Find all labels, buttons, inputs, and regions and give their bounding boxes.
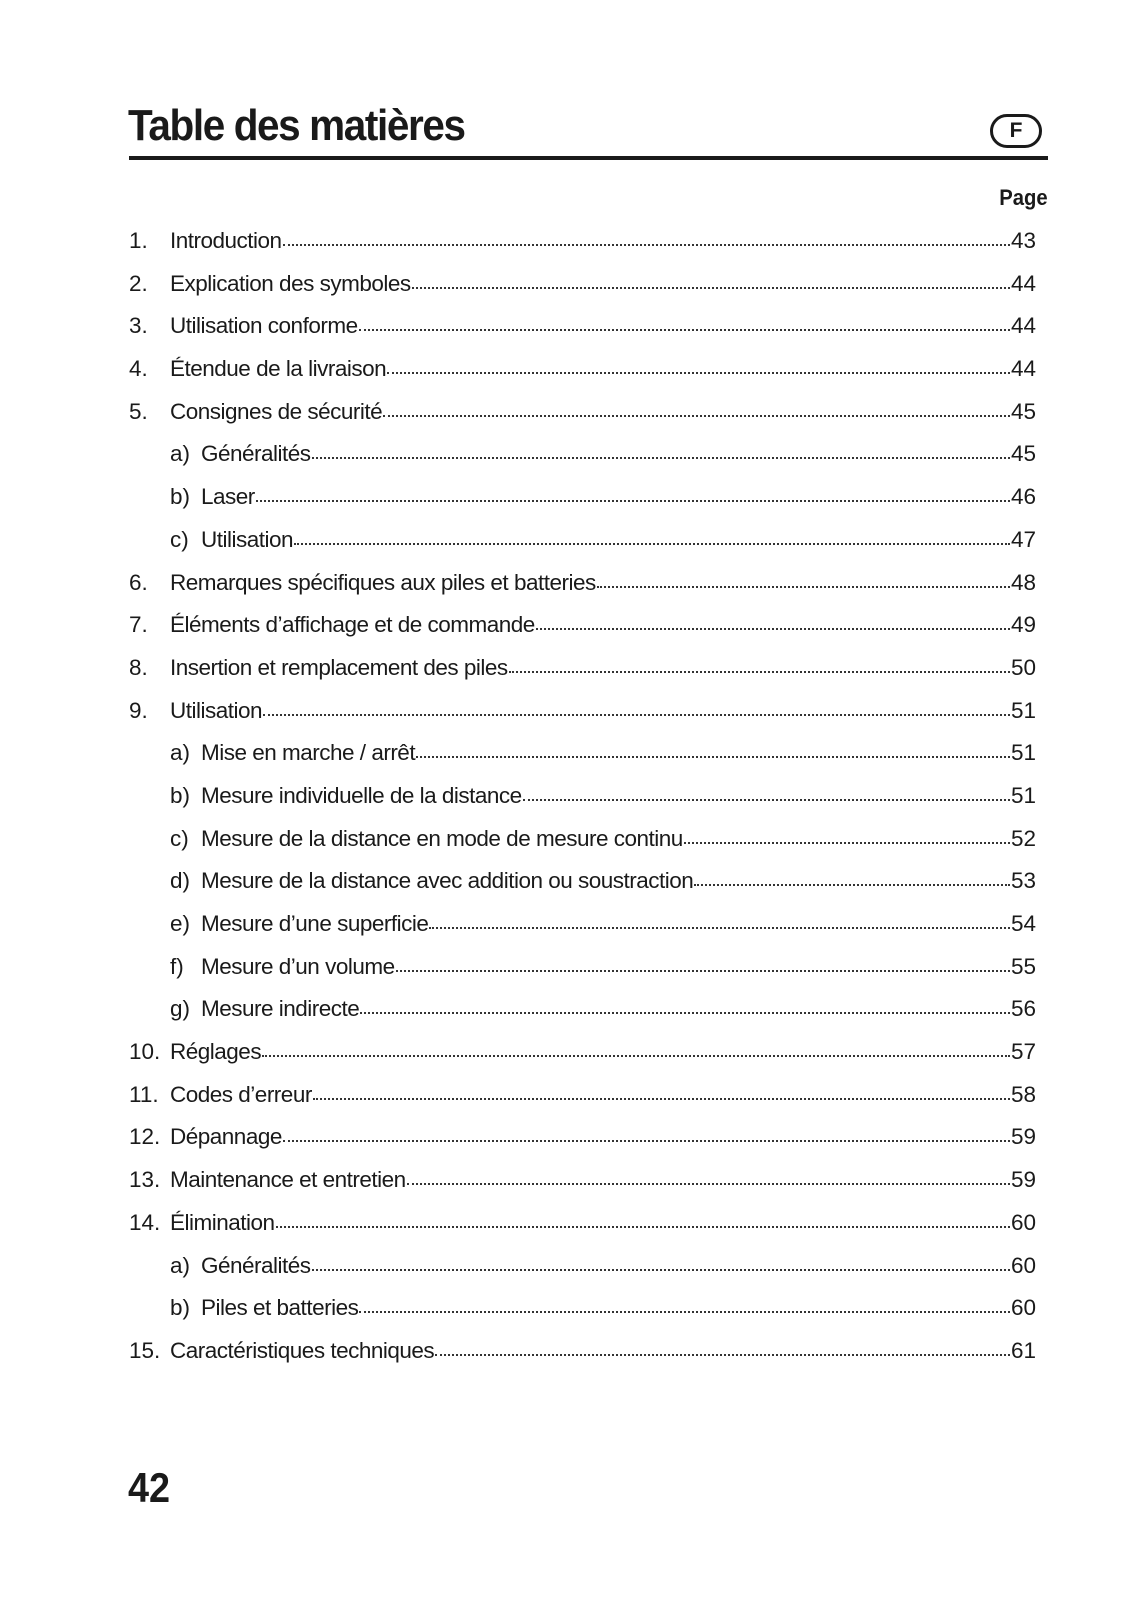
toc-entry-label: Laser: [201, 484, 255, 510]
toc-entry-label: Utilisation: [170, 697, 263, 723]
language-badge: F: [990, 114, 1042, 148]
toc-entry-number: 7.: [129, 612, 148, 638]
page-column-label: Page: [999, 185, 1048, 210]
toc-entry-number: c): [170, 526, 189, 552]
toc-entry-page: 56: [1010, 996, 1036, 1022]
toc-entry-number: 3.: [129, 313, 148, 339]
toc-entry-number: c): [170, 825, 189, 851]
dot-leader: [407, 1183, 1010, 1185]
dot-leader: [416, 756, 1010, 758]
dot-leader: [294, 543, 1010, 545]
toc-entry-label: Généralités: [201, 441, 311, 467]
page-number: 42: [128, 1464, 171, 1511]
toc-entry-page: 51: [1010, 782, 1036, 808]
toc-entry-number: a): [170, 441, 191, 467]
toc-entry-label: Utilisation conforme: [170, 313, 358, 339]
toc-entry-page: 47: [1010, 526, 1036, 552]
dot-leader: [283, 1140, 1010, 1142]
dot-leader: [429, 927, 1010, 929]
dot-leader: [684, 842, 1010, 844]
toc-entry-page: 55: [1010, 953, 1036, 979]
toc-entry-label: Mesure individuelle de la distance: [201, 782, 522, 808]
toc-entry-number: g): [170, 996, 191, 1022]
toc-entry-number: 8.: [129, 654, 148, 680]
toc-entry-number: b): [170, 782, 191, 808]
toc-entry[interactable]: [129, 356, 1036, 399]
toc-entry-number: 12.: [129, 1124, 161, 1150]
toc-entry-page: 45: [1010, 398, 1036, 424]
toc-subentry[interactable]: [129, 954, 1036, 997]
toc-entry-page: 51: [1010, 697, 1036, 723]
toc-entry-page: 44: [1010, 313, 1036, 339]
toc-entry[interactable]: [129, 698, 1036, 741]
title-rule: [129, 156, 1048, 160]
dot-leader: [536, 628, 1010, 630]
toc-entry-number: b): [170, 484, 191, 510]
toc-entry-label: Généralités: [201, 1252, 311, 1278]
toc-entry-page: 43: [1010, 228, 1036, 253]
dot-leader: [262, 1055, 1010, 1057]
toc-subentry[interactable]: [129, 484, 1036, 527]
toc-entry[interactable]: [129, 570, 1036, 613]
toc-entry-label: Utilisation: [201, 526, 294, 552]
toc-entry-label: Introduction: [170, 228, 282, 253]
toc-entry-number: 2.: [129, 270, 148, 296]
toc-subentry[interactable]: [129, 826, 1036, 869]
toc-entry-number: a): [170, 740, 191, 766]
dot-leader: [435, 1354, 1010, 1356]
toc-entry[interactable]: [129, 1124, 1036, 1167]
toc-entry-label: Éléments d’affichage et de commande: [170, 612, 535, 638]
toc-entry-number: f): [170, 953, 184, 979]
toc-subentry[interactable]: [129, 911, 1036, 954]
toc-entry-number: 10.: [129, 1039, 161, 1065]
toc-entry[interactable]: [129, 1039, 1036, 1082]
toc-subentry[interactable]: [129, 1295, 1036, 1338]
toc-entry-page: 49: [1010, 612, 1036, 638]
toc-entry-page: 45: [1010, 441, 1036, 467]
toc-entry-number: e): [170, 911, 191, 936]
toc-entry-label: Mesure indirecte: [201, 996, 360, 1022]
page-title: Table des matières: [128, 101, 465, 150]
toc-entry-page: 50: [1010, 654, 1036, 680]
toc-entry-page: 54: [1010, 911, 1036, 936]
toc-entry-label: Mesure d’une superficie: [201, 911, 429, 936]
toc-entry-page: 57: [1010, 1039, 1036, 1065]
table-of-contents: [129, 228, 1036, 1381]
dot-leader: [412, 287, 1010, 289]
toc-entry-page: 44: [1010, 270, 1036, 296]
toc-entry-label: Piles et batteries: [201, 1295, 359, 1321]
toc-entry-page: 60: [1010, 1209, 1036, 1235]
toc-entry-number: 11.: [129, 1081, 159, 1107]
dot-leader: [387, 372, 1010, 374]
toc-entry[interactable]: [129, 1210, 1036, 1253]
dot-leader: [283, 244, 1010, 246]
toc-entry-page: 60: [1010, 1295, 1036, 1321]
dot-leader: [597, 586, 1010, 588]
toc-entry-page: 60: [1010, 1252, 1036, 1278]
dot-leader: [359, 1311, 1010, 1313]
dot-leader: [312, 457, 1010, 459]
toc-entry-page: 46: [1010, 484, 1036, 510]
toc-entry-number: 5.: [129, 398, 148, 424]
toc-entry-number: a): [170, 1252, 191, 1278]
dot-leader: [509, 671, 1010, 673]
toc-entry-page: 59: [1010, 1124, 1036, 1150]
toc-entry-label: Remarques spécifiques aux piles et batteries: [170, 569, 596, 595]
dot-leader: [256, 500, 1010, 502]
dot-leader: [396, 970, 1010, 972]
toc-entry-page: 44: [1010, 356, 1036, 382]
toc-entry-number: 15.: [129, 1337, 161, 1363]
toc-entry[interactable]: [129, 655, 1036, 698]
toc-entry-label: Caractéristiques techniques: [170, 1337, 435, 1363]
dot-leader: [694, 884, 1010, 886]
dot-leader: [312, 1269, 1010, 1271]
toc-entry-label: Consignes de sécurité: [170, 398, 383, 424]
toc-entry-number: b): [170, 1295, 191, 1321]
toc-entry-number: 6.: [129, 569, 148, 595]
toc-entry-label: Étendue de la livraison: [170, 356, 387, 382]
toc-subentry[interactable]: [129, 1253, 1036, 1296]
toc-entry-number: 13.: [129, 1167, 161, 1193]
toc-entry-page: 48: [1010, 569, 1036, 595]
toc-entry[interactable]: [129, 1167, 1036, 1210]
toc-subentry[interactable]: [129, 996, 1036, 1039]
toc-entry[interactable]: [129, 1082, 1036, 1125]
toc-entry-page: 59: [1010, 1167, 1036, 1193]
dot-leader: [313, 1098, 1010, 1100]
toc-entry-label: Maintenance et entretien: [170, 1167, 406, 1193]
toc-entry-number: 1.: [129, 228, 148, 253]
toc-entry-label: Mesure de la distance en mode de mesure continu: [201, 825, 683, 851]
toc-entry-label: Réglages: [170, 1039, 262, 1065]
toc-subentry[interactable]: [129, 783, 1036, 826]
toc-entry[interactable]: [129, 228, 1036, 271]
toc-entry[interactable]: [129, 399, 1036, 442]
toc-entry-page: 51: [1010, 740, 1036, 766]
toc-entry-label: Explication des symboles: [170, 270, 411, 296]
toc-entry[interactable]: [129, 612, 1036, 655]
dot-leader: [523, 799, 1010, 801]
dot-leader: [383, 415, 1010, 417]
toc-entry-label: Mesure d’un volume: [201, 953, 395, 979]
toc-entry-number: 9.: [129, 697, 148, 723]
toc-entry-label: Mise en marche / arrêt: [201, 740, 416, 766]
toc-entry[interactable]: [129, 313, 1036, 356]
toc-entry-label: Codes d’erreur: [170, 1081, 312, 1107]
toc-entry-label: Mesure de la distance avec addition ou soustraction: [201, 868, 694, 894]
toc-entry-number: 4.: [129, 356, 148, 382]
toc-subentry[interactable]: [129, 868, 1036, 911]
dot-leader: [360, 1012, 1010, 1014]
dot-leader: [263, 714, 1010, 716]
toc-entry[interactable]: [129, 1338, 1036, 1381]
toc-entry-page: 58: [1010, 1081, 1036, 1107]
toc-entry-label: Dépannage: [170, 1124, 282, 1150]
toc-entry-label: Élimination: [170, 1209, 275, 1235]
toc-entry-number: d): [170, 868, 191, 894]
toc-entry-number: 14.: [129, 1209, 161, 1235]
toc-subentry[interactable]: [129, 441, 1036, 484]
toc-entry-page: 52: [1010, 825, 1036, 851]
toc-entry-label: Insertion et remplacement des piles: [170, 654, 508, 680]
toc-subentry[interactable]: [129, 527, 1036, 570]
toc-subentry[interactable]: [129, 740, 1036, 783]
dot-leader: [276, 1226, 1010, 1228]
toc-entry[interactable]: [129, 271, 1036, 314]
dot-leader: [359, 329, 1010, 331]
toc-entry-page: 61: [1010, 1337, 1036, 1363]
toc-entry-page: 53: [1010, 868, 1036, 894]
